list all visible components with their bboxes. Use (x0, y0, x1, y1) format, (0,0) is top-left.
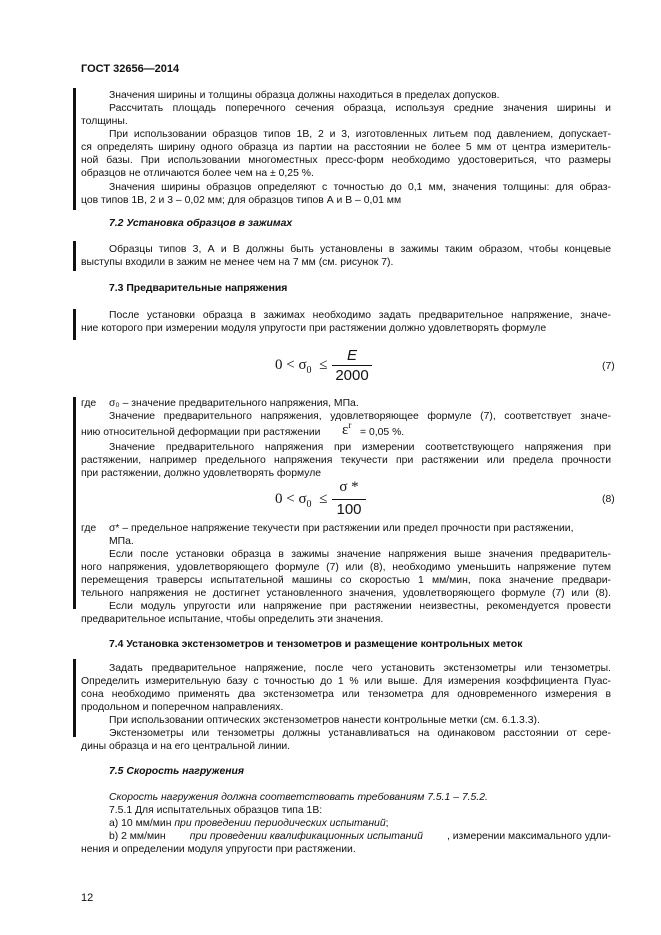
text-line: нения и определении модуля упругости при растяжении. (81, 844, 356, 855)
change-bar (73, 397, 76, 609)
fraction-bar (332, 499, 366, 500)
text-line: Экстензометры или тензометры должны устанавливаться на одинаковом расстоянии от сере- (109, 728, 611, 739)
formula-numerator: E (346, 347, 357, 364)
text-line: где (81, 398, 97, 409)
text-line: Если модуль упругости или напряжение при растяжении неизвестны, рекомендуется провести (109, 601, 611, 612)
text-line: Значения ширины и толщины образца должны находиться в пределах допусков. (109, 90, 500, 101)
text-line: перемещения траверсы испытательной машины со скоростью 1 мм/мин, пока значение предвари- (81, 575, 611, 586)
text-line: тельного напряжения не достигнет установленного значения, удовлетворяющего формуле (7) или (8). (81, 588, 611, 599)
text-line: Значение предварительного напряжения, удовлетворяющее формуле (7), соответствует значе- (109, 411, 611, 422)
text-line: Если после установки образца в зажимы значение напряжения выше значения предваритель- (109, 549, 611, 560)
change-bar (73, 241, 76, 271)
strain-epsilon: ε (342, 422, 349, 438)
formula-number: (8) (602, 494, 615, 505)
list-item-rest: , измерении максимального удли- (446, 831, 611, 842)
text-line: дины образца и на его центральной линии. (81, 741, 291, 752)
formula-denominator: 2000 (335, 367, 369, 384)
section-heading: 7.3 Предварительные напряжения (109, 283, 288, 294)
text-line: Образцы типов 3, А и В должны быть установлены в зажимы таким образом, чтобы концевые (109, 244, 611, 255)
section-heading: 7.2 Установка образцов в зажимах (109, 218, 293, 229)
formula-relation: ≤ (319, 357, 328, 373)
formula-subscript: 0 (306, 365, 312, 376)
text-line: цов типов 1В, 2 и 3 – 0,02 мм; для образцов типов А и В – 0,01 мм (81, 195, 402, 206)
text-line: σ₀ – значение предварительного напряжения, МПа. (109, 398, 359, 409)
text-line: продольном и поперечном направлениях. (81, 702, 284, 713)
text-line: σ* – предельное напряжение текучести при растяжении или предел прочности при растяжении, (109, 523, 574, 534)
list-item-punct: ; (385, 818, 389, 829)
formula-lhs (275, 491, 328, 510)
section-heading: 7.5 Скорость нагружения (109, 766, 244, 777)
formula-lhs-text: 0 < σ (275, 491, 307, 507)
section-heading: 7.4 Установка экстензометров и тензометров и размещение контрольных меток (109, 639, 523, 650)
text-line: толщины. (81, 116, 128, 127)
text-line: ние которого при измерении модуля упругости при растяжении должно удовлетворять формуле (81, 323, 547, 334)
document-header: ГОСТ 32656—2014 (81, 63, 180, 75)
fraction-bar (332, 365, 372, 366)
formula-subscript: 0 (306, 499, 312, 510)
list-item-value: а) 10 мм/мин (109, 818, 172, 829)
formula-lhs (275, 357, 328, 376)
change-bar (73, 309, 76, 340)
text-line: где (81, 523, 97, 534)
list-item-text: при проведении периодических испытаний (174, 818, 386, 829)
text-line: Значения ширины образцов определяют с точностью до 0,1 мм, значения толщины: для образ- (109, 182, 611, 193)
list-item-text: при проведении квалификационных испытаний (189, 831, 423, 842)
formula-number: (7) (602, 361, 615, 372)
text-line: После установки образца в зажимах необходимо задать предварительное напряжение, значе- (109, 310, 611, 321)
text-line: ного напряжения, удовлетворяющего формуле (7) или (8), необходимо уменьшить напряжение путем (81, 562, 611, 573)
formula-denominator: 100 (336, 501, 362, 518)
text-line: Определить измерительную базу с точностью до 1 % или выше. Для измерения коэффициента Пуас- (81, 676, 611, 687)
strain-superscript: r (348, 420, 352, 430)
formula-lhs-text: 0 < σ (275, 357, 307, 373)
text-line: ной базы. При использовании многоместных пресс-форм необходимо удостовериться, что размеры (81, 155, 611, 166)
text-line: При использовании образцов типов 1В, 2 и 3, изготовленных литьем под давлением, допускает- (109, 129, 611, 140)
text-line: Значение предварительного напряжения при измерении соответствующего напряжения при (109, 442, 611, 453)
text-line: Задать предварительное напряжение, после чего установить экстензометры или тензометры. (109, 663, 611, 674)
text-line: При использовании оптических экстензометров нанести контрольные метки (см. 6.1.3.3). (109, 715, 540, 726)
text-line: Рассчитать площадь поперечного сечения образца, используя средние значения ширины и (109, 103, 611, 114)
page-number: 12 (81, 892, 94, 904)
text-line: образцов не отличаются более чем на ± 0,25 %. (81, 168, 314, 179)
text-line: Скорость нагружения должна соответствовать требованиям 7.5.1 – 7.5.2. (109, 792, 488, 803)
list-item-value: b) 2 мм/мин (109, 831, 166, 842)
text-line: предварительное испытание, чтобы определить эти значения. (81, 614, 384, 625)
text-line: при растяжении, должно удовлетворять формуле (81, 468, 322, 479)
text-line: нию относительной деформации при растяжении (81, 427, 321, 438)
list-item (109, 817, 389, 830)
text-line: сона необходимо применять два экстензометра или тензометра для одновременного измерения в (81, 689, 611, 700)
formula-numerator: σ * (339, 479, 359, 495)
formula-relation: ≤ (319, 491, 328, 507)
strain-symbol (342, 420, 351, 439)
text-line: ся определять ширину одного образца из партии на расстоянии не более 5 мм от центра измеритель- (81, 142, 611, 153)
text-line: = 0,05 %. (360, 427, 405, 438)
text-line: МПа. (109, 536, 134, 547)
change-bar (73, 659, 76, 737)
text-line: выступы входили в зажим не менее чем на 7 мм (см. рисунок 7). (81, 257, 394, 268)
change-bar (73, 88, 76, 210)
text-line: 7.5.1 Для испытательных образцов типа 1В: (109, 805, 323, 816)
list-item (109, 830, 611, 843)
text-line: растяжении, например предельного напряжения текучести при растяжении или предела прочности (81, 455, 611, 466)
